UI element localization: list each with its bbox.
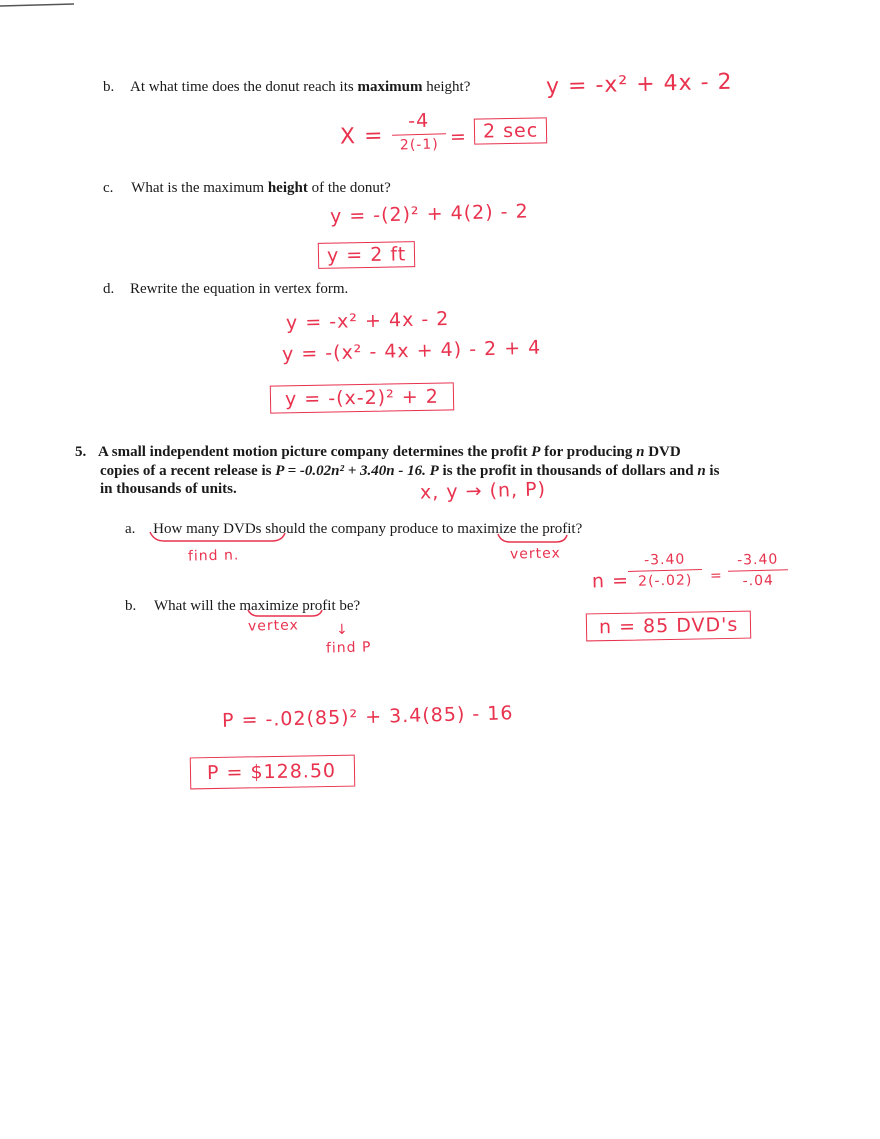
q5b-hw-work: P = -.02(85)² + 3.4(85) - 16 (221, 702, 514, 732)
q5-line1 (75, 444, 681, 461)
part-b-text-2: height? (422, 79, 471, 95)
q5a-hw-vertex: vertex (509, 545, 561, 563)
q5b-hw-arrow: ↓ (335, 621, 349, 639)
q5-line3: in thousands of units. (100, 481, 237, 497)
part-b-hw-answer: 2 sec (474, 117, 548, 144)
q5-line2-n: n (697, 463, 706, 479)
part-d-hw-line1: y = -x² + 4x - 2 (285, 307, 450, 335)
q5b-text: What will the maximize profit be? (154, 598, 361, 614)
part-c-text-1: What is the maximum (131, 180, 268, 196)
q5-line2-b: is the profit in thousands of dollars and (438, 463, 698, 479)
part-c-label: c. (103, 180, 114, 196)
q5-line2-P: P (429, 463, 439, 479)
part-b-hw-num: -4 (407, 109, 430, 133)
q5-line2 (100, 463, 719, 480)
part-d-label: d. (103, 281, 115, 297)
q5a-hw-den1: 2(-.02) (637, 572, 693, 590)
q5a-hw-fraction-2 (728, 551, 789, 590)
q5b-hw-find: find P (325, 639, 372, 657)
part-b-text-1: At what time does the donut reach its (130, 79, 358, 95)
q5a-label: a. (125, 521, 136, 537)
part-c-question (103, 179, 391, 197)
part-d-hw-line2: y = -(x² - 4x + 4) - 2 + 4 (281, 336, 542, 366)
q5b-hw-vertex: vertex (247, 617, 299, 635)
q5a-hw-num2: -3.40 (736, 551, 779, 569)
q5-line1-c: DVD (644, 444, 681, 460)
q5-line1-P: P (531, 444, 541, 460)
part-b-question (103, 78, 470, 96)
part-c-hw-answer: y = 2 ft (318, 241, 416, 269)
part-d-text: Rewrite the equation in vertex form. (130, 281, 349, 297)
part-b-label: b. (103, 79, 115, 95)
q5a-hw-answer: n = 85 DVD's (586, 611, 752, 642)
part-b-hw-den: 2(-1) (399, 136, 439, 154)
part-c-text-2: of the donut? (307, 180, 391, 196)
part-b-hw-eq: = (449, 125, 468, 149)
q5a-hw-den2: -.04 (742, 572, 775, 590)
q5a-hw-eq: = (709, 567, 723, 585)
q5a-hw-find: find n. (187, 547, 240, 565)
q5-number: 5. (75, 444, 87, 460)
q5-line1-n: n (636, 444, 645, 460)
q5b-hw-answer: P = $128.50 (190, 755, 356, 790)
q5a-hw-n: n = (591, 569, 630, 593)
q5-line1-b: for producing (540, 444, 637, 460)
q5-line2-eq: P = -0.02n² + 3.40n - 16. (275, 463, 426, 479)
q5a-question (125, 520, 582, 538)
q5a-hw-fraction-1 (628, 551, 703, 590)
part-d-question (103, 280, 348, 298)
q5a-text: How many DVDs should the company produce to maximize the profit? (153, 521, 583, 537)
q5-line2-a: copies of a recent release is (100, 463, 276, 479)
part-b-hw-equation: y = -x² + 4x - 2 (545, 69, 733, 100)
q5-line2-c: is (705, 463, 720, 479)
fraction-bar (392, 133, 446, 135)
q5-hw-mapping: x, y → (n, P) (419, 478, 547, 504)
part-d-hw-answer: y = -(x-2)² + 2 (270, 382, 454, 413)
q5-line1-a: A small independent motion picture company determines the profit (98, 444, 532, 460)
part-b-hw-x: X = (339, 123, 384, 150)
part-c-text-bold: height (267, 180, 308, 196)
scan-edge-line (0, 4, 74, 6)
q5b-label: b. (125, 598, 137, 614)
part-b-hw-fraction (391, 109, 446, 153)
q5a-hw-num1: -3.40 (643, 551, 686, 569)
q5b-question (125, 597, 360, 615)
part-c-hw-line1: y = -(2)² + 4(2) - 2 (329, 200, 529, 228)
part-b-text-bold: maximum (357, 79, 423, 95)
fraction-bar (728, 569, 788, 572)
